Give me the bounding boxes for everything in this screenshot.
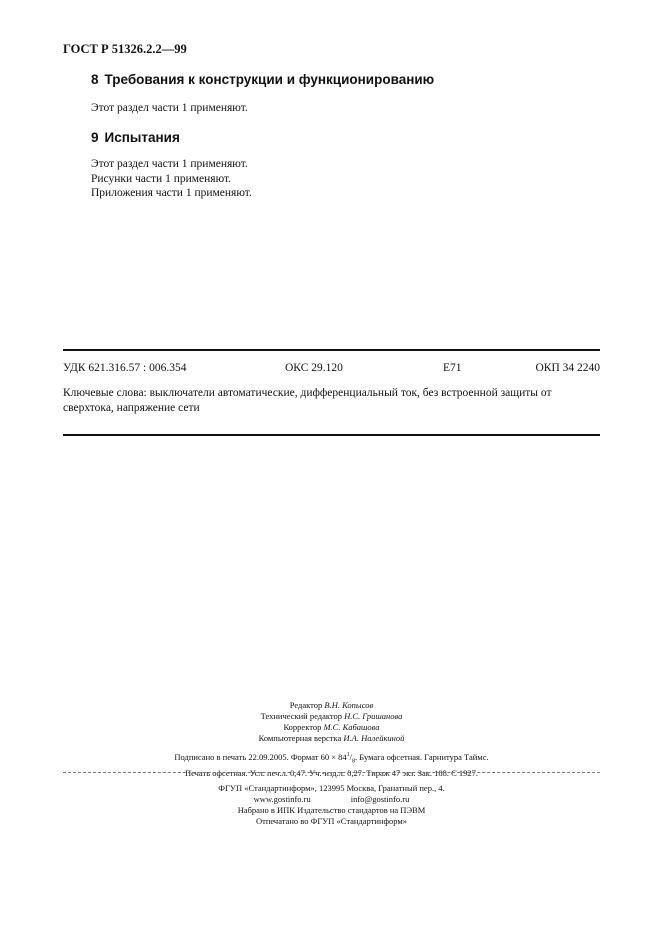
imprint-divider (63, 772, 600, 773)
credit-line (63, 711, 600, 722)
credit-name: Н.С. Гришанова (344, 711, 403, 721)
udk-code: УДК 621.316.57 : 006.354 (63, 362, 187, 374)
paragraph: Приложения части 1 применяют. (91, 187, 252, 199)
document-header: ГОСТ Р 51326.2.2—99 (63, 42, 187, 56)
section-8-paragraph: Этот раздел части 1 применяют. (91, 102, 248, 114)
credits-block (63, 700, 600, 744)
section-number: 9 (91, 130, 99, 145)
website-link: www.gostinfo.ru (253, 794, 311, 804)
section-9-paragraphs (91, 157, 252, 201)
paragraph: Этот раздел части 1 применяют. (91, 158, 248, 170)
credit-role: Корректор (283, 722, 322, 732)
publisher-line: ФГУП «Стандартинформ», 123995 Москва, Гранатный пер., 4. (218, 783, 445, 793)
print-info-line: Подписано в печать 22.09.2005. Формат $60 \times 84^1/_8$. Бумага офсетная. Гарнитура Таймс. (174, 751, 489, 765)
section-number: 8 (91, 72, 99, 87)
print-info-line: Печать офсетная. Усл. печ.л. 0,47. Уч.-изд.л. 0,27. Тираж 47 экз. Зак. 188. С 1927. (184, 767, 479, 778)
oks-code: ОКС 29.120 (285, 362, 343, 374)
section-title-text: Испытания (104, 130, 180, 145)
credit-name: И.А. Налейкиной (343, 733, 405, 743)
section-title-text: Требования к конструкции и функционированию (104, 72, 435, 87)
credit-line (63, 733, 600, 744)
publisher-contacts (63, 794, 600, 805)
email-link: info@gostinfo.ru (350, 794, 410, 804)
print-info (63, 750, 600, 779)
bottom-rule (63, 434, 600, 436)
okp-code: ОКП 34 2240 (535, 362, 600, 374)
credit-line (63, 722, 600, 733)
print-format-text: Подписано в печать 22.09.2005. Формат 60 × 84 (174, 751, 347, 762)
credit-name: М.С. Кабашова (323, 722, 380, 732)
publisher-line: Набрано в ИПК Издательство стандартов на ПЭВМ (237, 805, 426, 815)
publisher-block (63, 783, 600, 827)
format-fraction-numerator: 1 (346, 752, 350, 758)
credit-line (63, 700, 600, 711)
paragraph: Рисунки части 1 применяют. (91, 172, 232, 185)
credit-role: Технический редактор (260, 711, 342, 721)
credit-name: В.Н. Копысов (324, 700, 374, 710)
group-code: Е71 (443, 362, 462, 374)
top-rule (63, 349, 600, 351)
publisher-line: Отпечатано во ФГУП «Стандартинформ» (255, 816, 408, 826)
credit-role: Компьютерная верстка (258, 733, 342, 743)
print-paper-text: . Бумага офсетная. Гарнитура Таймс. (355, 751, 489, 762)
keywords: Ключевые слова: выключатели автоматические, дифференциальный ток, без встроенной защиты от сверхтока, напряжение сети (63, 387, 552, 414)
section-8-title (91, 72, 434, 87)
credit-role: Редактор (289, 700, 323, 710)
format-fraction-denominator: 8 (352, 758, 356, 765)
section-9-title (91, 130, 180, 145)
